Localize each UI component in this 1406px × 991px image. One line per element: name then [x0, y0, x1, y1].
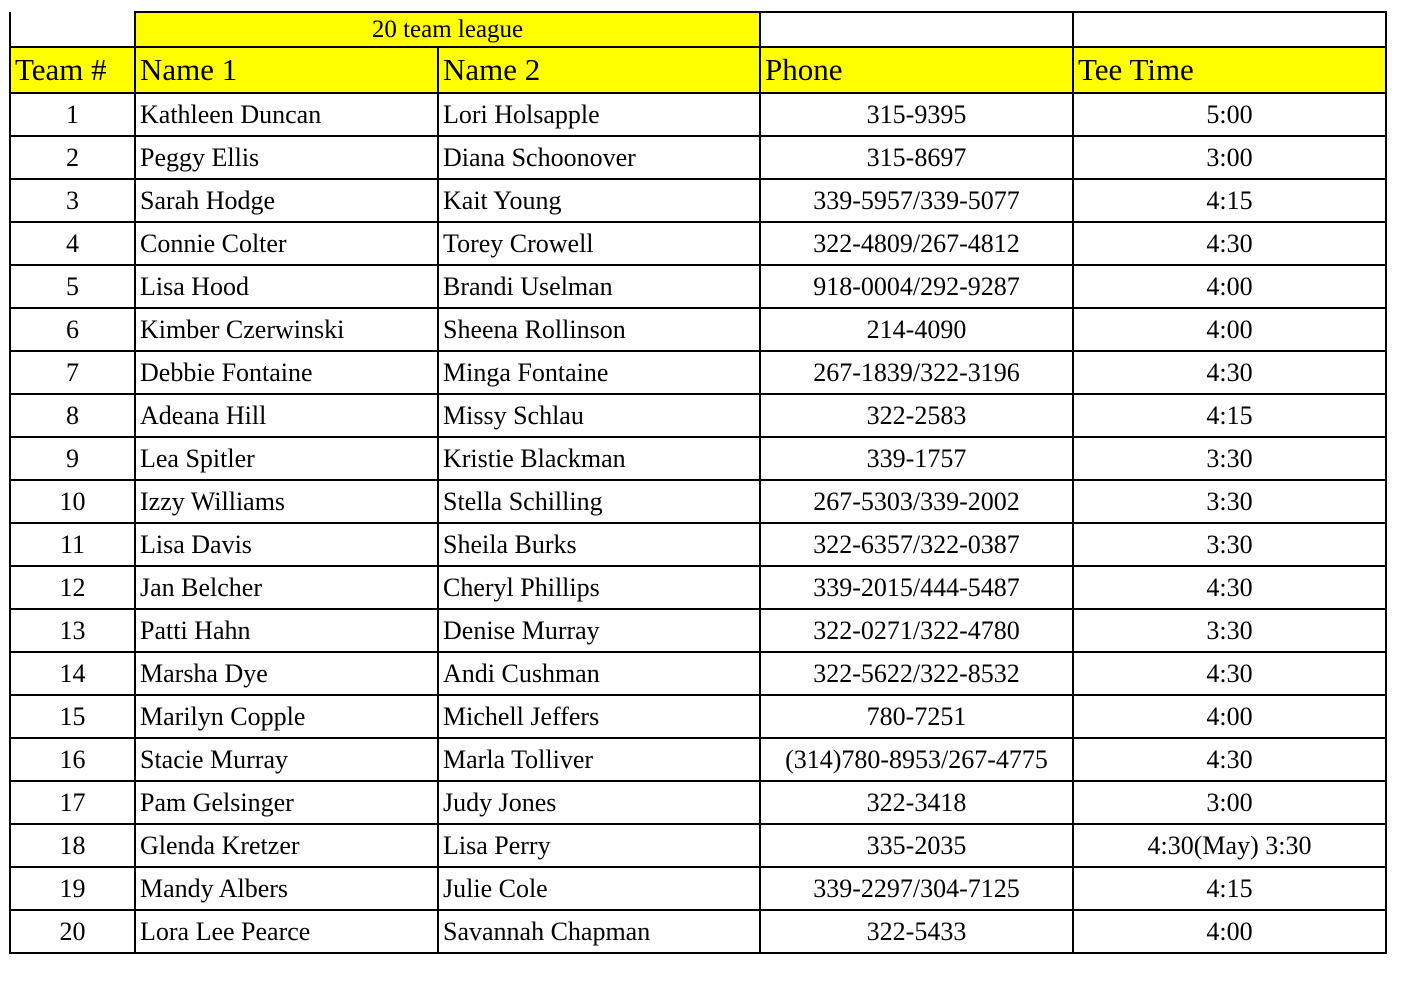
team-number-cell: 2	[10, 136, 135, 179]
phone-cell: 267-5303/339-2002	[760, 480, 1073, 523]
name1-cell: Lora Lee Pearce	[135, 910, 438, 953]
table-row	[10, 437, 1386, 480]
phone-cell: 322-5622/322-8532	[760, 652, 1073, 695]
blank-cell	[760, 12, 1073, 47]
phone-cell: 918-0004/292-9287	[760, 265, 1073, 308]
tee-time-cell: 4:30	[1073, 222, 1386, 265]
header-name1: Name 1	[135, 47, 438, 93]
table-row	[10, 609, 1386, 652]
name2-cell: Julie Cole	[438, 867, 760, 910]
tee-time-cell: 3:00	[1073, 136, 1386, 179]
team-number-cell: 9	[10, 437, 135, 480]
name1-cell: Debbie Fontaine	[135, 351, 438, 394]
team-number-cell: 1	[10, 93, 135, 136]
table-row	[10, 136, 1386, 179]
team-number-cell: 6	[10, 308, 135, 351]
name2-cell: Sheena Rollinson	[438, 308, 760, 351]
name1-cell: Glenda Kretzer	[135, 824, 438, 867]
team-number-cell: 3	[10, 179, 135, 222]
phone-cell: 339-2015/444-5487	[760, 566, 1073, 609]
tee-time-cell: 4:15	[1073, 867, 1386, 910]
tee-time-cell: 4:30(May) 3:30	[1073, 824, 1386, 867]
name2-cell: Michell Jeffers	[438, 695, 760, 738]
phone-cell: (314)780-8953/267-4775	[760, 738, 1073, 781]
tee-time-cell: 4:00	[1073, 265, 1386, 308]
table-row	[10, 351, 1386, 394]
name1-cell: Pam Gelsinger	[135, 781, 438, 824]
name2-cell: Cheryl Phillips	[438, 566, 760, 609]
phone-cell: 315-8697	[760, 136, 1073, 179]
name2-cell: Savannah Chapman	[438, 910, 760, 953]
name1-cell: Sarah Hodge	[135, 179, 438, 222]
team-number-cell: 14	[10, 652, 135, 695]
name1-cell: Marilyn Copple	[135, 695, 438, 738]
tee-time-cell: 4:30	[1073, 351, 1386, 394]
blank-cell	[10, 12, 135, 47]
name2-cell: Judy Jones	[438, 781, 760, 824]
name1-cell: Stacie Murray	[135, 738, 438, 781]
team-number-cell: 17	[10, 781, 135, 824]
phone-cell: 339-5957/339-5077	[760, 179, 1073, 222]
table-row	[10, 523, 1386, 566]
name2-cell: Lori Holsapple	[438, 93, 760, 136]
team-number-cell: 18	[10, 824, 135, 867]
name1-cell: Adeana Hill	[135, 394, 438, 437]
name1-cell: Lisa Davis	[135, 523, 438, 566]
team-number-cell: 13	[10, 609, 135, 652]
tee-time-cell: 5:00	[1073, 93, 1386, 136]
header-team: Team #	[10, 47, 135, 93]
team-number-cell: 20	[10, 910, 135, 953]
table-row	[10, 179, 1386, 222]
table-row	[10, 394, 1386, 437]
blank-cell	[1073, 12, 1386, 47]
phone-cell: 322-6357/322-0387	[760, 523, 1073, 566]
name1-cell: Marsha Dye	[135, 652, 438, 695]
team-number-cell: 10	[10, 480, 135, 523]
table-row	[10, 308, 1386, 351]
phone-cell: 335-2035	[760, 824, 1073, 867]
team-number-cell: 4	[10, 222, 135, 265]
team-number-cell: 7	[10, 351, 135, 394]
table-row	[10, 480, 1386, 523]
table-row	[10, 652, 1386, 695]
tee-time-cell: 4:00	[1073, 910, 1386, 953]
name1-cell: Izzy Williams	[135, 480, 438, 523]
name1-cell: Connie Colter	[135, 222, 438, 265]
name2-cell: Sheila Burks	[438, 523, 760, 566]
table-row	[10, 781, 1386, 824]
name2-cell: Andi Cushman	[438, 652, 760, 695]
name1-cell: Kathleen Duncan	[135, 93, 438, 136]
team-number-cell: 19	[10, 867, 135, 910]
phone-cell: 267-1839/322-3196	[760, 351, 1073, 394]
table-row	[10, 738, 1386, 781]
name2-cell: Lisa Perry	[438, 824, 760, 867]
phone-cell: 780-7251	[760, 695, 1073, 738]
tee-time-cell: 4:30	[1073, 566, 1386, 609]
name1-cell: Patti Hahn	[135, 609, 438, 652]
team-number-cell: 15	[10, 695, 135, 738]
name2-cell: Stella Schilling	[438, 480, 760, 523]
header-row	[10, 47, 1386, 93]
table-row	[10, 695, 1386, 738]
name2-cell: Brandi Uselman	[438, 265, 760, 308]
name2-cell: Missy Schlau	[438, 394, 760, 437]
phone-cell: 322-3418	[760, 781, 1073, 824]
name2-cell: Diana Schoonover	[438, 136, 760, 179]
league-table	[9, 11, 1387, 954]
tee-time-cell: 4:30	[1073, 652, 1386, 695]
tee-time-cell: 4:15	[1073, 179, 1386, 222]
phone-cell: 322-2583	[760, 394, 1073, 437]
phone-cell: 322-0271/322-4780	[760, 609, 1073, 652]
name2-cell: Kait Young	[438, 179, 760, 222]
phone-cell: 322-4809/267-4812	[760, 222, 1073, 265]
name2-cell: Kristie Blackman	[438, 437, 760, 480]
tee-time-cell: 3:30	[1073, 609, 1386, 652]
team-number-cell: 11	[10, 523, 135, 566]
name2-cell: Marla Tolliver	[438, 738, 760, 781]
league-title: 20 team league	[135, 12, 760, 47]
tee-time-cell: 3:30	[1073, 437, 1386, 480]
table-row	[10, 93, 1386, 136]
name2-cell: Minga Fontaine	[438, 351, 760, 394]
tee-time-cell: 4:00	[1073, 308, 1386, 351]
name2-cell: Torey Crowell	[438, 222, 760, 265]
name1-cell: Lea Spitler	[135, 437, 438, 480]
table-row	[10, 867, 1386, 910]
tee-time-cell: 4:30	[1073, 738, 1386, 781]
tee-time-cell: 3:30	[1073, 523, 1386, 566]
tee-time-cell: 3:00	[1073, 781, 1386, 824]
phone-cell: 214-4090	[760, 308, 1073, 351]
phone-cell: 339-2297/304-7125	[760, 867, 1073, 910]
team-number-cell: 16	[10, 738, 135, 781]
name2-cell: Denise Murray	[438, 609, 760, 652]
title-row	[10, 12, 1386, 47]
tee-time-cell: 4:00	[1073, 695, 1386, 738]
phone-cell: 339-1757	[760, 437, 1073, 480]
tee-time-cell: 3:30	[1073, 480, 1386, 523]
table-row	[10, 566, 1386, 609]
phone-cell: 322-5433	[760, 910, 1073, 953]
name1-cell: Kimber Czerwinski	[135, 308, 438, 351]
phone-cell: 315-9395	[760, 93, 1073, 136]
name1-cell: Peggy Ellis	[135, 136, 438, 179]
team-number-cell: 12	[10, 566, 135, 609]
tee-time-cell: 4:15	[1073, 394, 1386, 437]
table-row	[10, 910, 1386, 953]
name1-cell: Jan Belcher	[135, 566, 438, 609]
team-number-cell: 5	[10, 265, 135, 308]
table-row	[10, 265, 1386, 308]
header-name2: Name 2	[438, 47, 760, 93]
header-tee-time: Tee Time	[1073, 47, 1386, 93]
header-phone: Phone	[760, 47, 1073, 93]
team-number-cell: 8	[10, 394, 135, 437]
table-row	[10, 824, 1386, 867]
name1-cell: Lisa Hood	[135, 265, 438, 308]
name1-cell: Mandy Albers	[135, 867, 438, 910]
table-row	[10, 222, 1386, 265]
